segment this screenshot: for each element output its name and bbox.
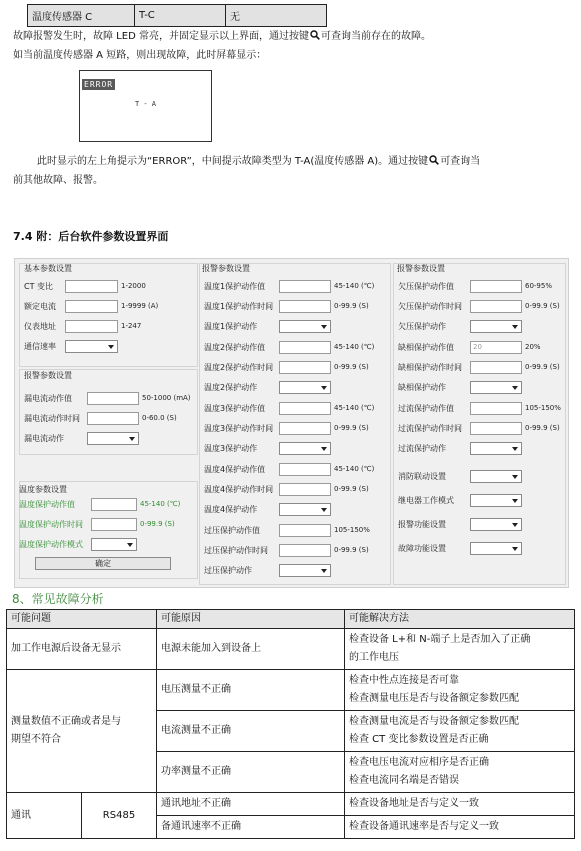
problem-cell: [7, 670, 157, 793]
field-label: 欠压保护动作值: [398, 282, 454, 291]
field-label: 温度4保护动作时间: [204, 485, 274, 494]
range-hint: 45-140 (℃): [334, 282, 375, 290]
field-label: 温度保护动作模式: [19, 540, 83, 549]
field-label: 温度3保护动作: [204, 444, 258, 453]
section-heading-8: 8、常见故障分析: [12, 592, 104, 606]
text-input[interactable]: [91, 498, 137, 511]
table-row: [7, 793, 575, 816]
range-hint: 0-99.9 (S): [334, 546, 369, 554]
lcd-screen: [79, 70, 212, 142]
cause-cell: 电流测量不正确: [157, 711, 345, 752]
select-dropdown[interactable]: [65, 340, 118, 353]
text-input[interactable]: [279, 463, 331, 476]
select-dropdown[interactable]: [279, 503, 331, 516]
chevron-down-icon: [321, 447, 327, 451]
solution-line: 检查设备 L+和 N-端子上是否加入了正确: [349, 634, 531, 645]
range-hint: 1-2000: [121, 282, 146, 290]
text-input[interactable]: [279, 280, 331, 293]
field-label: 温度2保护动作值: [204, 343, 266, 352]
range-hint: 0-99.9 (S): [525, 363, 560, 371]
text-input[interactable]: [279, 402, 331, 415]
field-label: 仪表地址: [24, 322, 56, 331]
text-input[interactable]: [87, 412, 139, 425]
select-dropdown[interactable]: [470, 518, 522, 531]
text-input[interactable]: [279, 422, 331, 435]
range-hint: 0-99.9 (S): [525, 424, 560, 432]
range-hint: 0-99.9 (S): [334, 363, 369, 371]
field-label: 过流保护动作时间: [398, 424, 462, 433]
text-input[interactable]: [65, 320, 118, 333]
range-hint: 0-99.9 (S): [334, 424, 369, 432]
text-input[interactable]: [91, 518, 137, 531]
cause-cell: 电源未能加入到设备上: [157, 629, 345, 670]
field-label: 消防联动设置: [398, 472, 446, 481]
text-input[interactable]: [279, 300, 331, 313]
field-label: 漏电流动作时间: [24, 414, 80, 423]
text-input[interactable]: [470, 402, 522, 415]
sensor-table-row: [27, 4, 327, 27]
range-hint: 0-99.9 (S): [525, 302, 560, 310]
field-label: CT 变比: [24, 282, 54, 291]
text-input[interactable]: 20: [470, 341, 522, 354]
fault-table-header: [7, 610, 575, 629]
sensor-code-cell: T-C: [135, 5, 226, 26]
field-label: 温度1保护动作: [204, 322, 258, 331]
chevron-down-icon: [512, 447, 518, 451]
field-label: 温度1保护动作值: [204, 282, 266, 291]
field-label: 缺相保护动作: [398, 383, 446, 392]
range-hint: 0-99.9 (S): [334, 485, 369, 493]
field-label: 欠压保护动作时间: [398, 302, 462, 311]
field-label: 通信速率: [24, 342, 56, 351]
select-dropdown[interactable]: [279, 381, 331, 394]
text-input[interactable]: [279, 361, 331, 374]
text-input[interactable]: [470, 300, 522, 313]
field-label: 漏电流动作值: [24, 394, 72, 403]
select-dropdown[interactable]: [470, 494, 522, 507]
solution-line: 检查 CT 变比参数设置是否正确: [349, 734, 489, 745]
solution-cell: [345, 629, 575, 670]
field-label: 过压保护动作时间: [204, 546, 268, 555]
field-label: 温度2保护动作: [204, 383, 258, 392]
text-input[interactable]: [65, 300, 118, 313]
chevron-down-icon: [321, 508, 327, 512]
text-input[interactable]: [279, 483, 331, 496]
chevron-down-icon: [108, 345, 114, 349]
chevron-down-icon: [129, 437, 135, 441]
chevron-down-icon: [512, 547, 518, 551]
range-hint: 0-99.9 (S): [334, 302, 369, 310]
paragraph-error-cont: 前其他故障、报警。: [13, 175, 103, 186]
fault-table: [6, 609, 575, 839]
field-label: 过压保护动作值: [204, 526, 260, 535]
table-row: [7, 670, 575, 711]
field-label: 温度保护动作时间: [19, 520, 83, 529]
range-hint: 0-99.9 (S): [140, 520, 175, 528]
paragraph-alarm-text-b: 可查询当前存在的故障。: [320, 31, 431, 42]
field-label: 故障功能设置: [398, 544, 446, 553]
chevron-down-icon: [127, 543, 133, 547]
field-label: 温度4保护动作: [204, 505, 258, 514]
cause-cell: 功率测量不正确: [157, 752, 345, 793]
chevron-down-icon: [321, 325, 327, 329]
range-hint: 0-60.0 (S): [142, 414, 177, 422]
solution-line: 检查测量电压是否与设备额定参数匹配: [349, 693, 519, 704]
solution-line: 检查电流同名端是否错误: [349, 775, 459, 786]
select-dropdown[interactable]: [279, 564, 331, 577]
problem-line: 期望不符合: [11, 734, 61, 745]
basic-group-title: 基本参数设置: [24, 264, 72, 273]
range-hint: 1-9999 (A): [121, 302, 159, 310]
solution-line: 检查测量电流是否与设备额定参数匹配: [349, 716, 519, 727]
problem-line: 测量数值不正确或者是与: [11, 716, 121, 727]
solution-line: 的工作电压: [349, 652, 399, 663]
select-dropdown[interactable]: [91, 538, 137, 551]
header-problem: 可能问题: [7, 610, 157, 629]
select-dropdown[interactable]: [279, 320, 331, 333]
field-label: 温度1保护动作时间: [204, 302, 274, 311]
chevron-down-icon: [512, 523, 518, 527]
text-input[interactable]: [470, 361, 522, 374]
confirm-button[interactable]: 确定: [35, 557, 171, 570]
range-hint: 105-150%: [525, 404, 561, 412]
header-solution: 可能解决方法: [345, 610, 575, 629]
cause-cell: 通讯地址不正确: [157, 793, 345, 816]
field-label: 过压保护动作: [204, 566, 252, 575]
field-label: 缺相保护动作时间: [398, 363, 462, 372]
select-dropdown[interactable]: [470, 381, 522, 394]
lcd-fault-type: T - A: [134, 100, 157, 108]
table-row: [7, 629, 575, 670]
select-dropdown[interactable]: [279, 442, 331, 455]
text-input[interactable]: [279, 341, 331, 354]
field-label: 过流保护动作: [398, 444, 446, 453]
field-label: 缺相保护动作值: [398, 343, 454, 352]
problem-sub-cell: RS485: [82, 793, 157, 839]
text-input[interactable]: [470, 280, 522, 293]
field-label: 漏电流动作: [24, 434, 64, 443]
settings-panel: [14, 258, 569, 588]
select-dropdown[interactable]: [470, 470, 522, 483]
header-cause: 可能原因: [157, 610, 345, 629]
range-hint: 45-140 (℃): [334, 404, 375, 412]
field-label: 欠压保护动作: [398, 322, 446, 331]
chevron-down-icon: [321, 386, 327, 390]
solution-cell: [345, 752, 575, 793]
text-input[interactable]: [279, 544, 331, 557]
select-dropdown[interactable]: [470, 320, 522, 333]
sensor-status-cell: 无: [230, 12, 240, 23]
field-label: 温度保护动作值: [19, 500, 75, 509]
range-hint: 1-247: [121, 322, 142, 330]
solution-cell: [345, 670, 575, 711]
text-input[interactable]: [279, 524, 331, 537]
search-icon: [429, 155, 439, 165]
paragraph-alarm: [13, 30, 431, 44]
select-dropdown[interactable]: [470, 442, 522, 455]
problem-cell: 加工作电源后设备无显示: [7, 629, 157, 670]
sensor-name-cell: 温度传感器 C: [28, 5, 135, 26]
field-label: 温度2保护动作时间: [204, 363, 274, 372]
text-input[interactable]: [470, 422, 522, 435]
field-label: 额定电流: [24, 302, 56, 311]
text-input[interactable]: [65, 280, 118, 293]
cause-cell: 电压测量不正确: [157, 670, 345, 711]
right-group-title: 报警参数设置: [397, 264, 445, 273]
select-dropdown[interactable]: [470, 542, 522, 555]
problem-cell: 通讯: [7, 793, 82, 839]
range-hint: 50-1000 (mA): [142, 394, 191, 402]
range-hint: 60-95%: [525, 282, 552, 290]
range-hint: 45-140 (℃): [140, 500, 181, 508]
chevron-down-icon: [512, 325, 518, 329]
field-label: 温度4保护动作值: [204, 465, 266, 474]
chevron-down-icon: [512, 499, 518, 503]
mid-group-title: 报警参数设置: [202, 264, 250, 273]
field-label: 继电器工作模式: [398, 496, 454, 505]
cause-cell: 备通讯速率不正确: [157, 816, 345, 839]
section-heading-7-4: 7.4 附：后台软件参数设置界面: [13, 230, 169, 243]
search-icon: [310, 30, 320, 40]
field-label: 温度3保护动作值: [204, 404, 266, 413]
solution-line: 检查电压电流对应相序是否正确: [349, 757, 489, 768]
text-input[interactable]: [87, 392, 139, 405]
leak-group-title: 报警参数设置: [24, 371, 72, 380]
range-hint: 45-140 (℃): [334, 465, 375, 473]
paragraph-error-explain: [37, 155, 480, 169]
field-label: 过流保护动作值: [398, 404, 454, 413]
solution-line: 检查中性点连接是否可靠: [349, 675, 459, 686]
solution-cell: 检查设备地址是否与定义一致: [345, 793, 575, 816]
field-label: 报警功能设置: [398, 520, 446, 529]
solution-cell: 检查设备通讯速率是否与定义一致: [345, 816, 575, 839]
field-label: 温度3保护动作时间: [204, 424, 274, 433]
chevron-down-icon: [321, 569, 327, 573]
range-hint: 45-140 (℃): [334, 343, 375, 351]
paragraph-short-circuit: 如当前温度传感器 A 短路，则出现故障，此时屏幕显示：: [13, 50, 267, 61]
range-hint: 105-150%: [334, 526, 370, 534]
lcd-error-label: ERROR: [84, 80, 114, 89]
temp-group-title: 温度参数设置: [19, 485, 67, 494]
solution-cell: [345, 711, 575, 752]
range-hint: 20%: [525, 343, 541, 351]
chevron-down-icon: [512, 475, 518, 479]
select-dropdown[interactable]: [87, 432, 139, 445]
paragraph-alarm-text-a: 故障报警发生时，故障 LED 常亮，并固定显示以上界面，通过按键: [13, 31, 309, 42]
paragraph-error-text-b: 可查询当: [440, 156, 481, 167]
chevron-down-icon: [512, 386, 518, 390]
paragraph-error-text-a: 此时显示的左上角提示为“ERROR”，中间提示故障类型为 T-A(温度传感器 A)。通过按键: [37, 156, 429, 167]
